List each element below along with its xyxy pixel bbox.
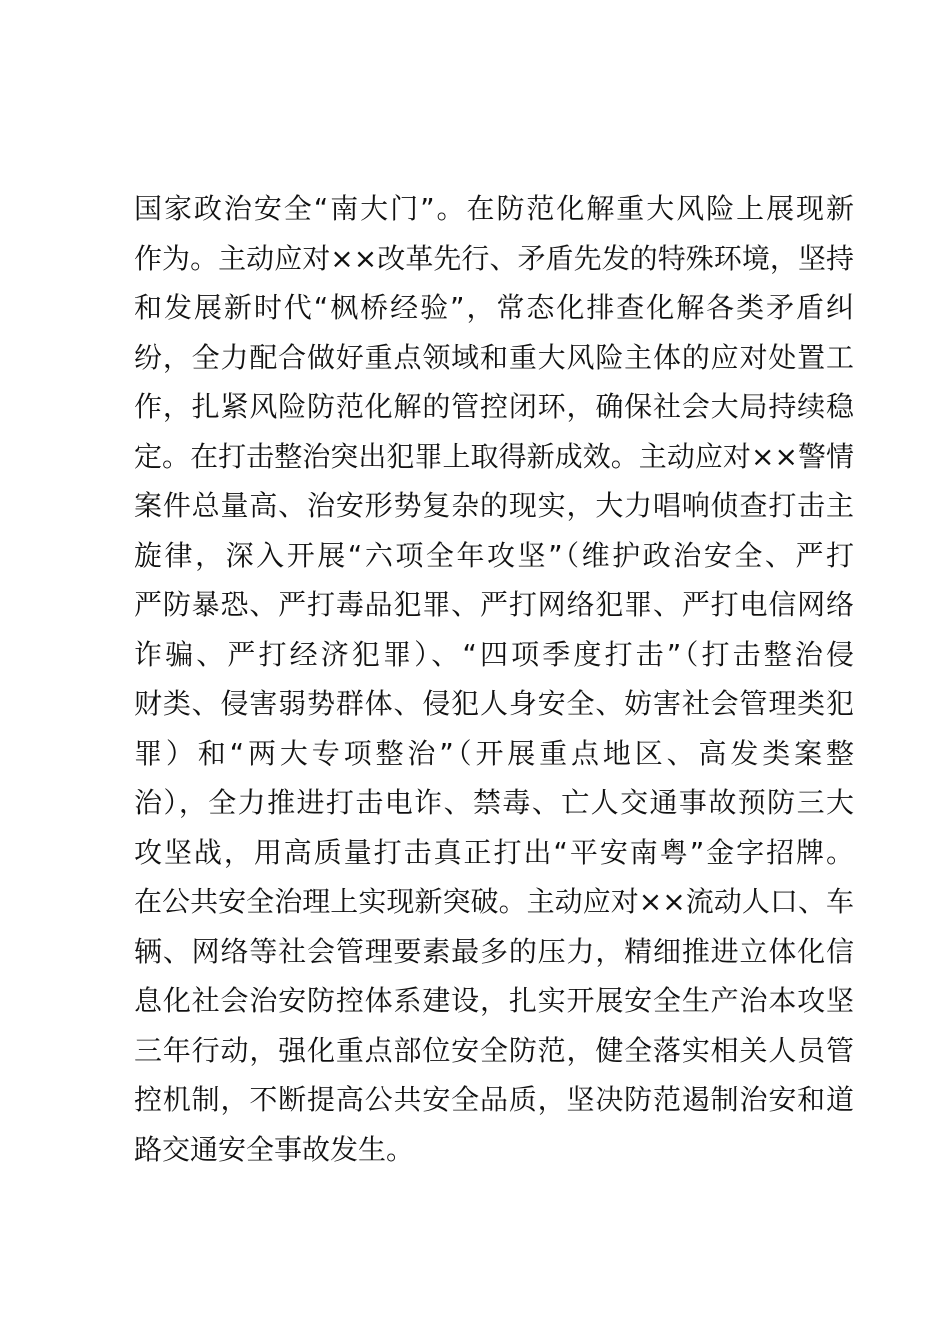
text-line: 攻坚战，用高质量打击真正打出“平安南粤”金字招牌。 <box>134 835 854 869</box>
text-line: 和发展新时代“枫桥经验”，常态化排查化解各类矛盾纠 <box>134 291 854 324</box>
text-line: 纷，全力配合做好重点领域和重大风险主体的应对处置工 <box>134 340 854 374</box>
text-line: 控机制，不断提高公共安全品质，坚决防范遏制治安和道 <box>134 1083 854 1116</box>
text-line: 三年行动，强化重点部位安全防范，健全落实相关人员管 <box>134 1033 854 1067</box>
text-line: 治），全力推进打击电诈、禁毒、亡人交通事故预防三大 <box>134 786 854 819</box>
text-line: 作，扎紧风险防范化解的管控闭环，确保社会大局持续稳 <box>134 390 854 423</box>
text-line: 诈骗、严打经济犯罪）、“四项季度打击”（打击整治侵 <box>134 637 854 671</box>
text-line: 财类、侵害弱势群体、侵犯人身安全、妨害社会管理类犯 <box>134 687 854 720</box>
text-line: 辆、网络等社会管理要素最多的压力，精细推进立体化信 <box>134 934 854 968</box>
text-line: 路交通安全事故发生。 <box>134 1132 415 1166</box>
text-line: 作为。主动应对××改革先行、矛盾先发的特殊环境，坚持 <box>134 241 854 275</box>
text-line: 定。在打击整治突出犯罪上取得新成效。主动应对××警情 <box>134 439 854 473</box>
text-line: 罪）和“两大专项整治”（开展重点地区、高发类案整 <box>134 736 854 770</box>
text-line: 在公共安全治理上实现新突破。主动应对××流动人口、车 <box>134 885 854 918</box>
body-paragraph <box>134 184 854 1174</box>
text-line: 息化社会治安防控体系建设，扎实开展安全生产治本攻坚 <box>134 984 854 1017</box>
text-line: 国家政治安全“南大门”。在防范化解重大风险上展现新 <box>134 192 854 225</box>
text-line: 案件总量高、治安形势复杂的现实，大力唱响侦查打击主 <box>134 489 854 522</box>
text-line: 旋律，深入开展“六项全年攻坚”（维护政治安全、严打 <box>134 538 854 572</box>
text-line: 严防暴恐、严打毒品犯罪、严打网络犯罪、严打电信网络 <box>134 588 854 621</box>
